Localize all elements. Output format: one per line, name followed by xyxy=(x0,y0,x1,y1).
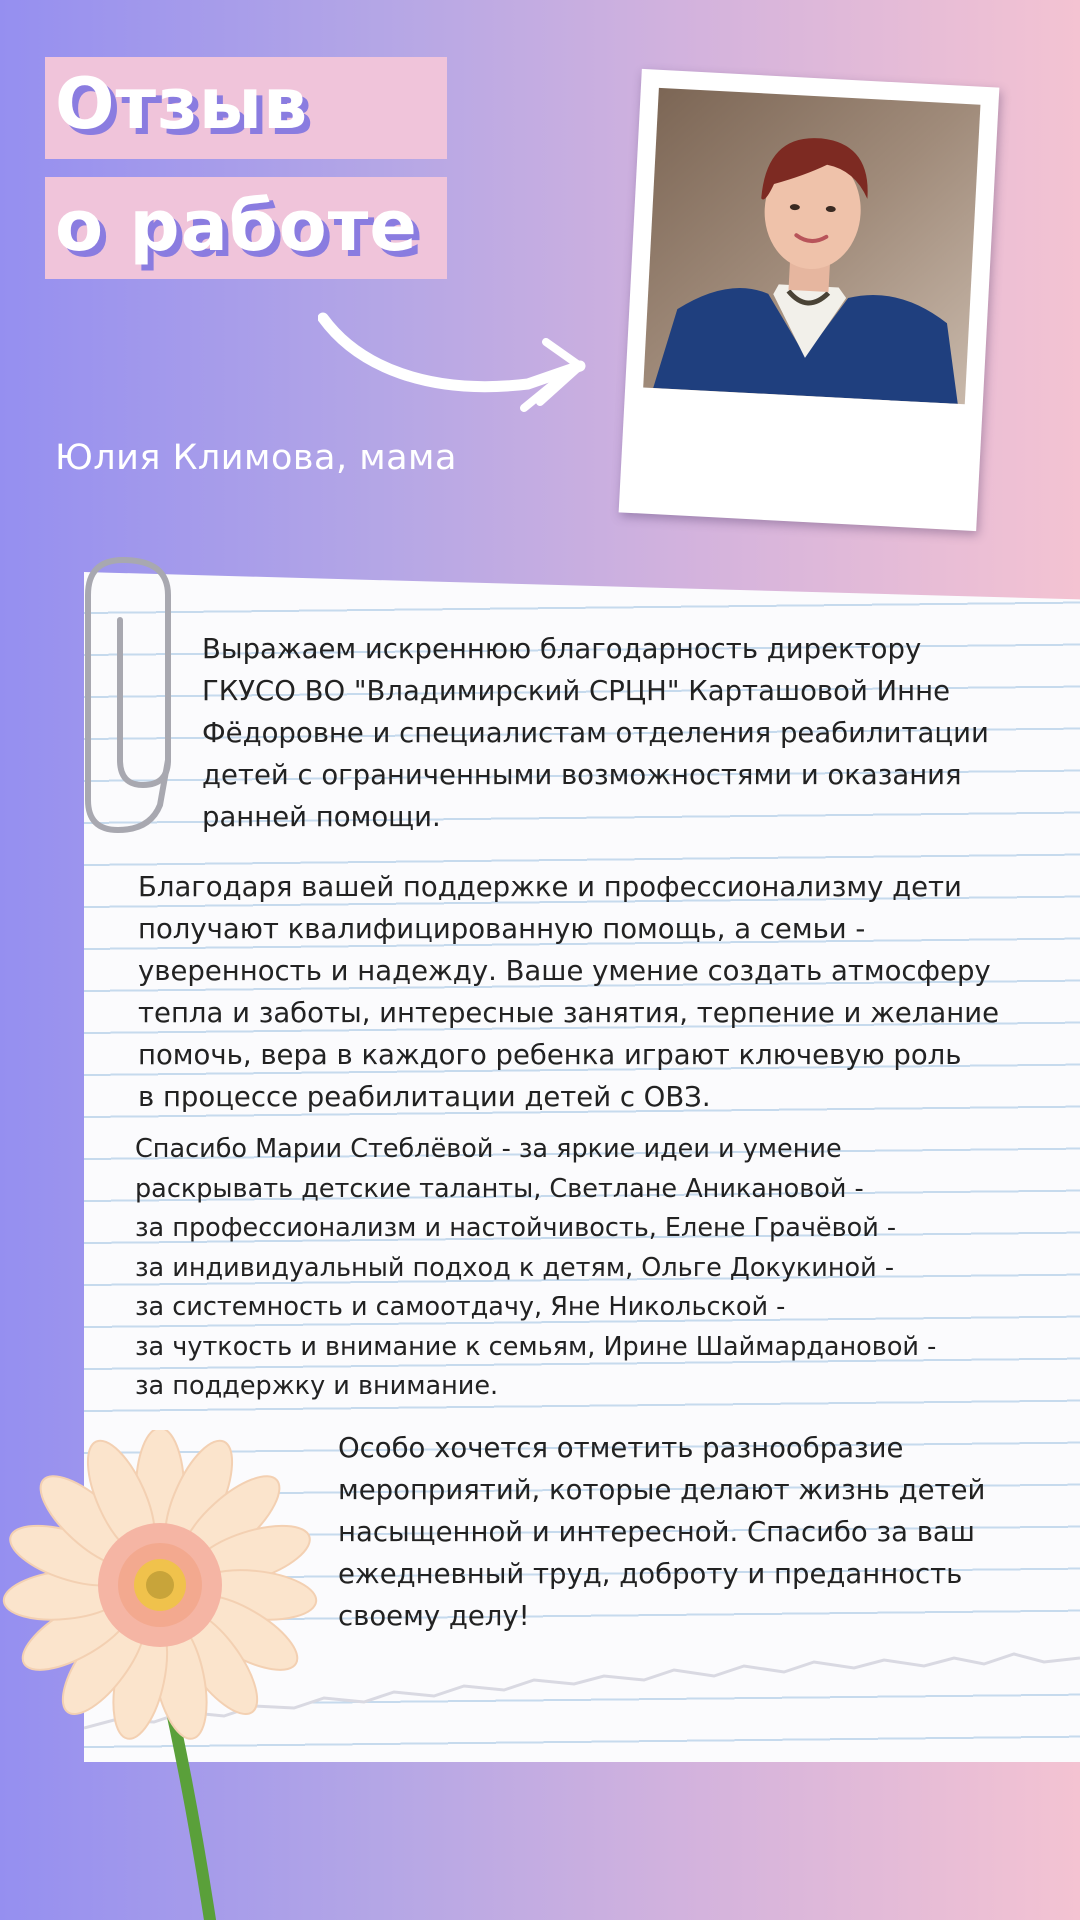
thanks-specialists-paragraph: Спасибо Марии Стеблёвой - за яркие идеи и умение раскрывать детские таланты, Светлане Аникановой - за профессионализм и настойчивость, Елене Грачёвой - за индивидуальный подход к детям, Ольге Докукиной - за системность и самоотдачу, Яне Никольской - за чуткость и внимание к семьям, Ирине Шаймардановой - за поддержку и внимание. xyxy=(135,1134,937,1401)
title-line-2: о работе xyxy=(45,177,447,279)
arrow-decoration xyxy=(318,306,593,416)
polaroid-frame xyxy=(619,69,1000,531)
gratitude-paragraph: Выражаем искреннюю благодарность директору ГКУСО ВО "Владимирский СРЦН" Карташовой Инне Фёдоровне и специалистам отделения реабилитации детей с ограниченными возможностями и оказания ранней помощи. xyxy=(202,633,989,833)
author-name: Юлия Климова, мама xyxy=(55,438,457,478)
gerbera-flower-icon xyxy=(0,1430,340,1920)
paperclip-icon xyxy=(78,550,188,850)
support-paragraph: Благодаря вашей поддержке и профессионализму дети получают квалифицированную помощь, а семьи - уверенность и надежду. Ваше умение создать атмосферу тепла и заботы, интересные занятия, терпение и желание помочь, вера в каждого ребенка играют ключевую роль в процессе реабилитации детей с ОВЗ. xyxy=(138,871,1000,1113)
title-line-1: Отзыв xyxy=(45,57,447,159)
portrait-photo xyxy=(643,88,980,404)
closing-paragraph: Особо хочется отметить разнообразие мероприятий, которые делают жизнь детей насыщенной и интересной. Спасибо за ваш ежедневный труд, доброту и преданность своему делу! xyxy=(338,1432,986,1632)
